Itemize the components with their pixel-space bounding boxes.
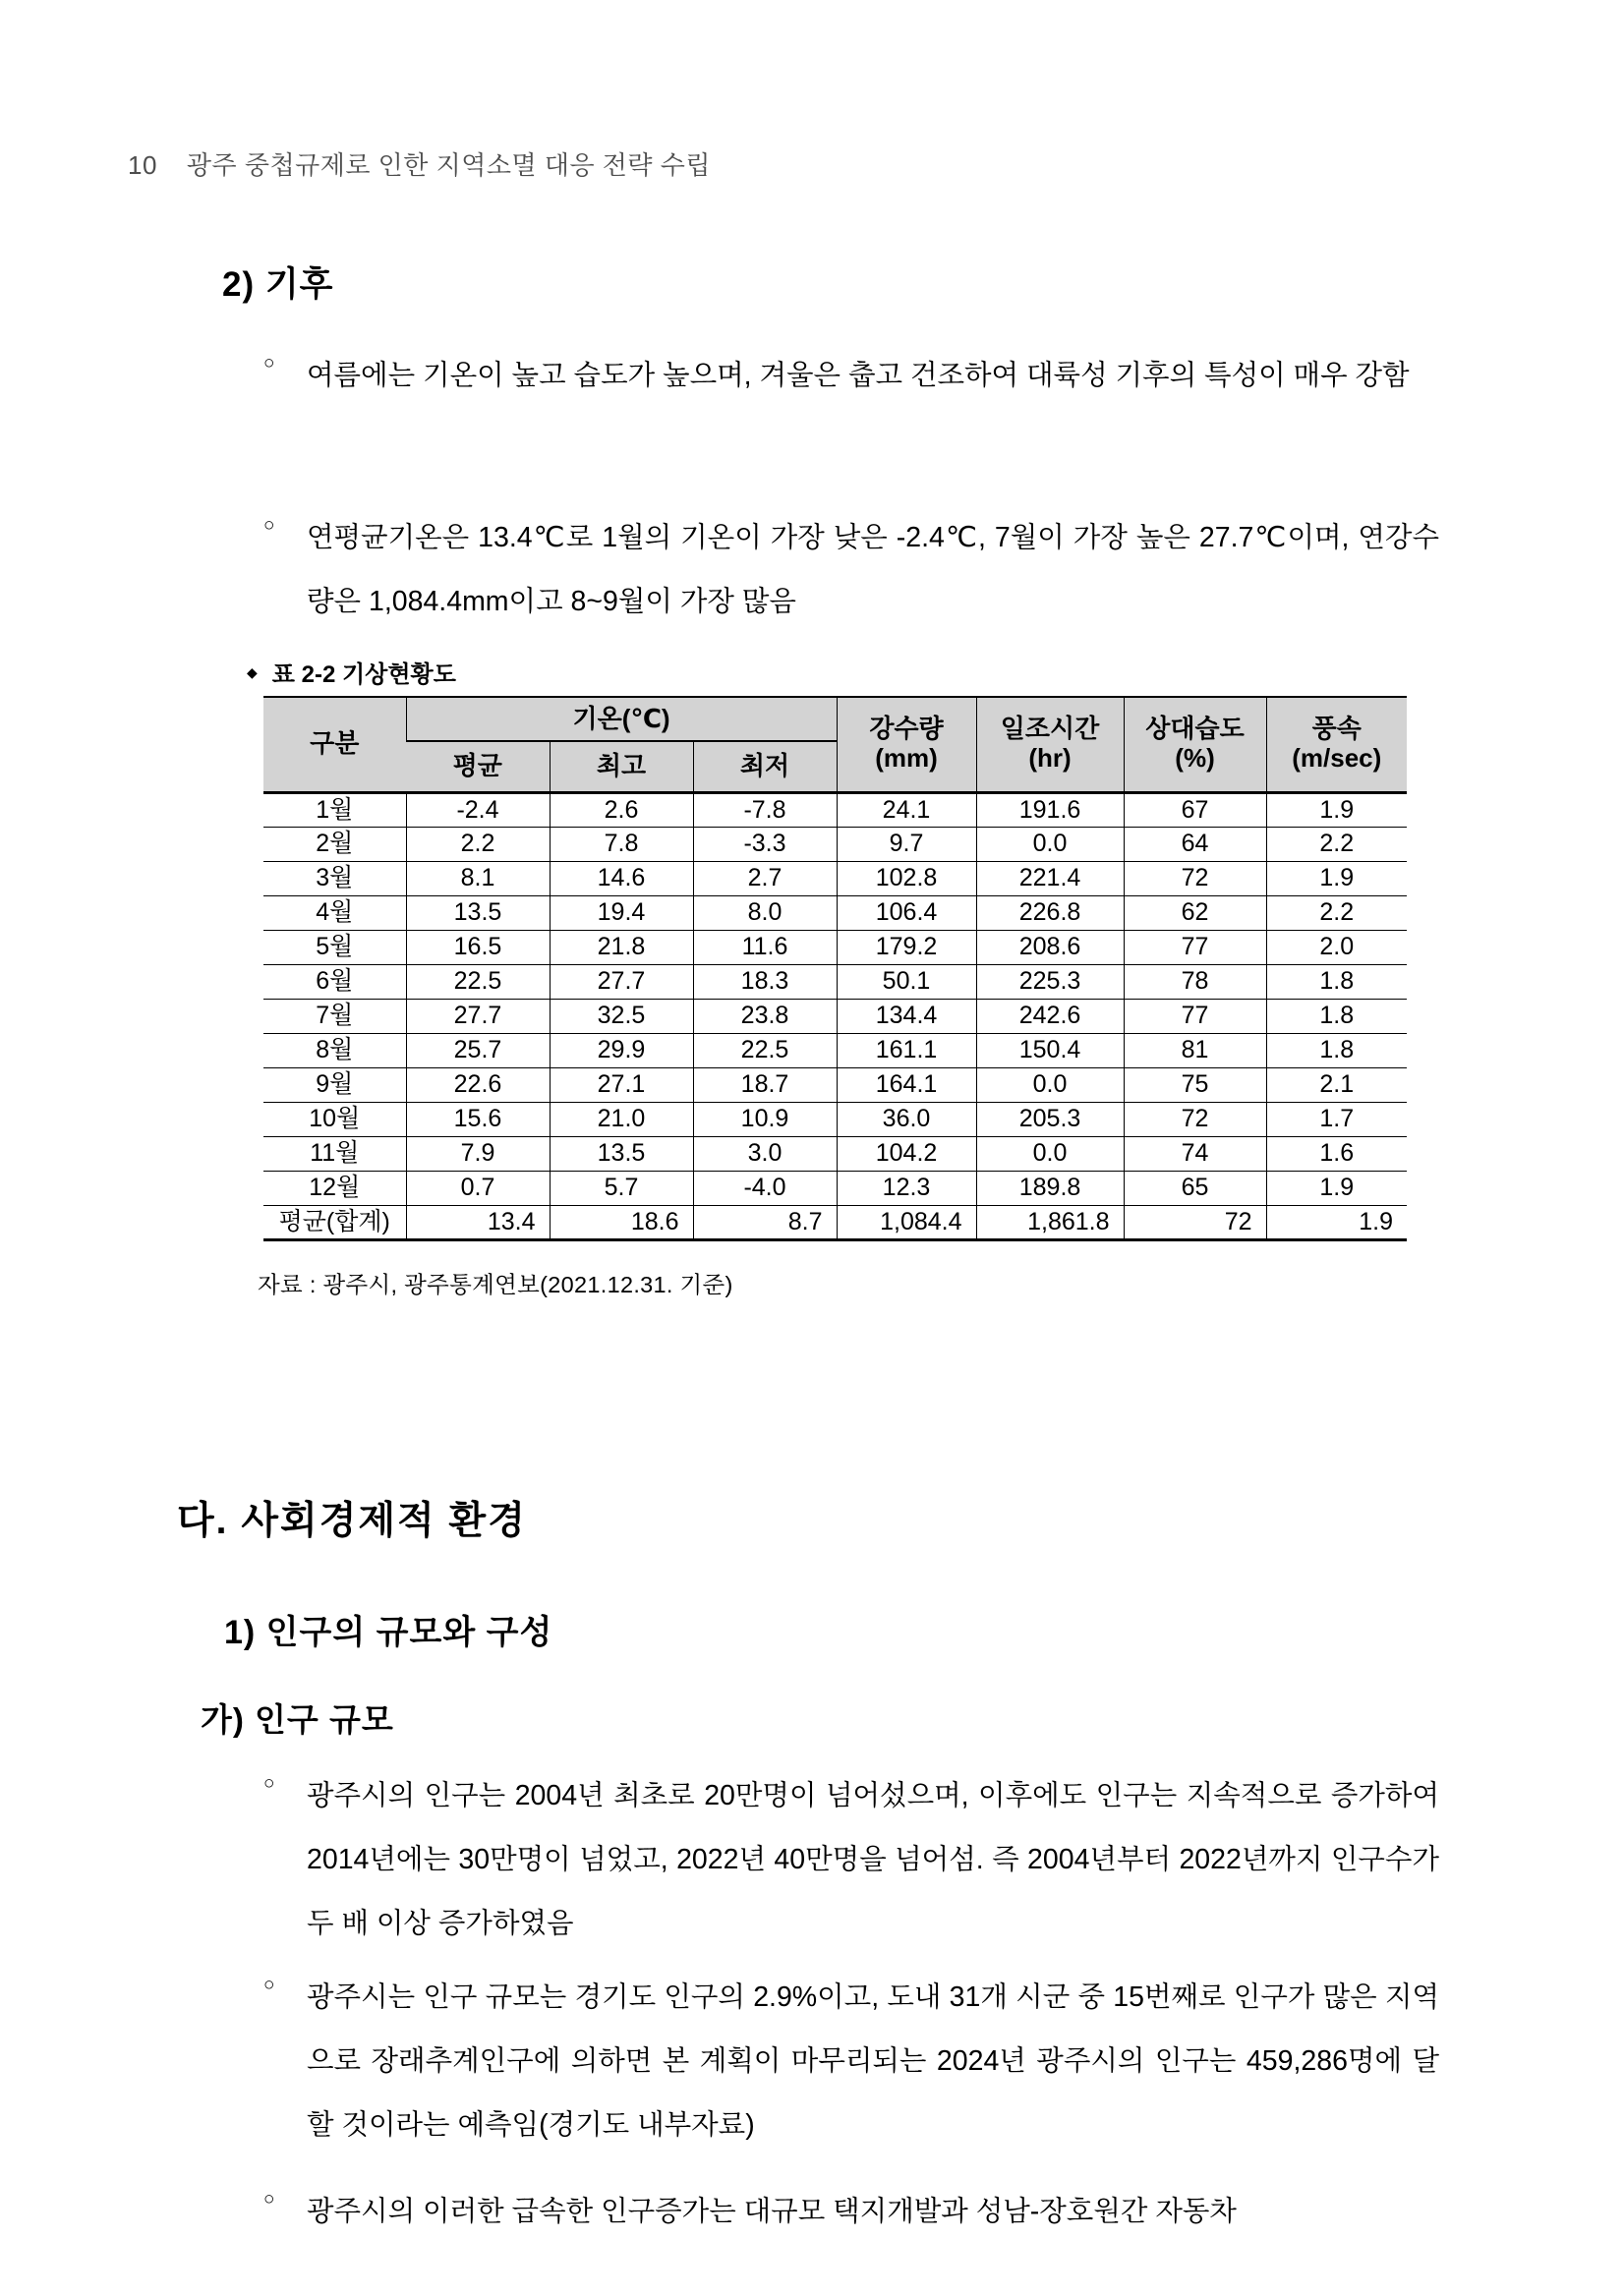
table-cell: 205.3 <box>976 1102 1124 1136</box>
header-line: 풍속 <box>1311 714 1362 744</box>
table-cell: 242.6 <box>976 999 1124 1033</box>
table-cell: 1,084.4 <box>837 1205 976 1239</box>
table-cell: 27.7 <box>550 964 693 999</box>
weather-table-header <box>263 697 1407 792</box>
table-cell: 29.9 <box>550 1033 693 1067</box>
table-cell: 15.6 <box>406 1102 550 1136</box>
table-cell: 2.7 <box>693 861 837 895</box>
table-cell: 13.5 <box>406 895 550 930</box>
table-cell: 72 <box>1124 1102 1266 1136</box>
table-row <box>263 895 1407 930</box>
table-row <box>263 930 1407 964</box>
table-cell: 2.2 <box>406 827 550 861</box>
table-source-note: 자료 : 광주시, 광주통계연보(2021.12.31. 기준) <box>258 1272 733 1297</box>
weather-table-body <box>263 792 1407 1239</box>
table-cell: 2.0 <box>1266 930 1407 964</box>
table-row <box>263 964 1407 999</box>
row-label: 4월 <box>263 895 406 930</box>
table-cell: 72 <box>1124 861 1266 895</box>
table-cell: 21.8 <box>550 930 693 964</box>
table-cell: 22.5 <box>693 1033 837 1067</box>
table-cell: 23.8 <box>693 999 837 1033</box>
col-header-temp-max: 최고 <box>550 741 693 792</box>
row-label: 9월 <box>263 1067 406 1102</box>
section-heading-socioeconomic: 다. 사회경제적 환경 <box>177 1500 527 1542</box>
circle-bullet-icon: ○ <box>263 353 275 373</box>
table-row <box>263 861 1407 895</box>
table-row <box>263 1067 1407 1102</box>
table-cell: 62 <box>1124 895 1266 930</box>
paragraph-text: 광주시는 인구 규모는 경기도 인구의 2.9%이고, 도내 31개 시군 중 15번째로 인구가 많은 지역으로 장래추계인구에 의하면 본 계획이 마무리되는 2024년 광주시의 인구는 459,286명에 달할 것이라는 예측임(경기도 내부자료) <box>307 1981 1439 2141</box>
col-header-category: 구분 <box>263 697 406 792</box>
running-head <box>128 145 711 182</box>
header-line: 강수량 <box>869 714 944 744</box>
paragraph-climate-1 <box>263 344 1439 408</box>
table-cell: 16.5 <box>406 930 550 964</box>
table-cell: 8.0 <box>693 895 837 930</box>
table-cell: 0.0 <box>976 1136 1124 1171</box>
table-cell: 27.7 <box>406 999 550 1033</box>
row-label: 2월 <box>263 827 406 861</box>
table-cell: 9.7 <box>837 827 976 861</box>
table-cell: 7.8 <box>550 827 693 861</box>
table-cell: 150.4 <box>976 1033 1124 1067</box>
table-cell: 225.3 <box>976 964 1124 999</box>
table-cell: 13.4 <box>406 1205 550 1239</box>
table-cell: 75 <box>1124 1067 1266 1102</box>
table-cell: 18.7 <box>693 1067 837 1102</box>
table-row <box>263 1033 1407 1067</box>
table-cell: 65 <box>1124 1171 1266 1205</box>
table-cell: 18.3 <box>693 964 837 999</box>
table-cell: 189.8 <box>976 1171 1124 1205</box>
table-cell: 1.8 <box>1266 1033 1407 1067</box>
table-caption <box>247 655 456 689</box>
table-cell: 67 <box>1124 792 1266 827</box>
table-cell: 77 <box>1124 999 1266 1033</box>
paragraph-population-3 <box>263 2180 1439 2244</box>
row-label: 11월 <box>263 1136 406 1171</box>
header-line: 상대습도 <box>1145 714 1245 744</box>
table-cell: 104.2 <box>837 1136 976 1171</box>
subsection-heading-population: 1) 인구의 규모와 구성 <box>224 1614 553 1651</box>
table-cell: 32.5 <box>550 999 693 1033</box>
section-heading-climate: 2) 기후 <box>222 265 334 304</box>
circle-bullet-icon: ○ <box>263 1975 275 1995</box>
table-cell: 5.7 <box>550 1171 693 1205</box>
col-header-temp-avg: 평균 <box>406 741 550 792</box>
row-label: 5월 <box>263 930 406 964</box>
row-label: 12월 <box>263 1171 406 1205</box>
table-cell: 102.8 <box>837 861 976 895</box>
table-cell: 226.8 <box>976 895 1124 930</box>
table-cell: 22.6 <box>406 1067 550 1102</box>
paragraph-population-1 <box>263 1764 1439 1956</box>
paragraph-text: 광주시의 인구는 2004년 최초로 20만명이 넘어섰으며, 이후에도 인구는 지속적으로 증가하여 2014년에는 30만명이 넘었고, 2022년 40만명을 넘어섬. 즉 2004년부터 2022년까지 인구수가 두 배 이상 증가하였음 <box>307 1780 1439 1939</box>
table-cell: -4.0 <box>693 1171 837 1205</box>
table-cell: 18.6 <box>550 1205 693 1239</box>
table-cell: 2.6 <box>550 792 693 827</box>
table-cell: 50.1 <box>837 964 976 999</box>
paragraph-text: 광주시의 이러한 급속한 인구증가는 대규모 택지개발과 성남-장호원간 자동차 <box>307 2196 1237 2227</box>
table-row <box>263 1136 1407 1171</box>
table-cell: 1.9 <box>1266 1171 1407 1205</box>
header-line: (hr) <box>1028 743 1072 774</box>
table-cell: 27.1 <box>550 1067 693 1102</box>
table-cell: 36.0 <box>837 1102 976 1136</box>
table-cell: 10.9 <box>693 1102 837 1136</box>
table-cell: 221.4 <box>976 861 1124 895</box>
row-label: 10월 <box>263 1102 406 1136</box>
table-cell: 134.4 <box>837 999 976 1033</box>
paragraph-text: 여름에는 기온이 높고 습도가 높으며, 겨울은 춥고 건조하여 대륙성 기후의 특성이 매우 강함 <box>307 360 1410 391</box>
col-header-sunshine <box>976 697 1124 792</box>
col-header-temp-min: 최저 <box>693 741 837 792</box>
table-cell: 3.0 <box>693 1136 837 1171</box>
table-row <box>263 1102 1407 1136</box>
table-cell: 19.4 <box>550 895 693 930</box>
table-cell: 72 <box>1124 1205 1266 1239</box>
table-cell: 81 <box>1124 1033 1266 1067</box>
table-cell: 11.6 <box>693 930 837 964</box>
table-cell: 77 <box>1124 930 1266 964</box>
table-cell: 1.7 <box>1266 1102 1407 1136</box>
header-line: 일조시간 <box>1000 714 1100 744</box>
table-cell: 22.5 <box>406 964 550 999</box>
paragraph-population-2 <box>263 1966 1439 2157</box>
row-label: 6월 <box>263 964 406 999</box>
row-label: 8월 <box>263 1033 406 1067</box>
table-cell: 14.6 <box>550 861 693 895</box>
weather-table <box>263 696 1407 1241</box>
paragraph-climate-2 <box>263 506 1439 634</box>
col-header-wind <box>1266 697 1407 792</box>
table-cell: 25.7 <box>406 1033 550 1067</box>
page-number: 10 <box>128 150 157 180</box>
table-cell: 1.9 <box>1266 792 1407 827</box>
table-cell: 164.1 <box>837 1067 976 1102</box>
table-cell: 74 <box>1124 1136 1266 1171</box>
table-cell: 1.9 <box>1266 1205 1407 1239</box>
col-header-temperature-group: 기온(℃) <box>406 697 837 741</box>
table-cell: 78 <box>1124 964 1266 999</box>
table-cell: 208.6 <box>976 930 1124 964</box>
table-cell: 8.1 <box>406 861 550 895</box>
header-line: (m/sec) <box>1292 743 1382 774</box>
paragraph-text: 연평균기온은 13.4℃로 1월의 기온이 가장 낮은 -2.4℃, 7월이 가장 높은 27.7℃이며, 연강수량은 1,084.4mm이고 8~9월이 가장 많음 <box>307 522 1439 617</box>
table-cell: 7.9 <box>406 1136 550 1171</box>
table-header-row <box>263 697 1407 741</box>
table-row <box>263 827 1407 861</box>
table-cell: 13.5 <box>550 1136 693 1171</box>
table-cell: 179.2 <box>837 930 976 964</box>
table-cell: 0.7 <box>406 1171 550 1205</box>
table-cell: 1.8 <box>1266 999 1407 1033</box>
table-cell: 2.1 <box>1266 1067 1407 1102</box>
table-cell: 1,861.8 <box>976 1205 1124 1239</box>
table-cell: 8.7 <box>693 1205 837 1239</box>
table-cell: 161.1 <box>837 1033 976 1067</box>
table-cell: 191.6 <box>976 792 1124 827</box>
table-cell: 1.6 <box>1266 1136 1407 1171</box>
table-cell: 1.8 <box>1266 964 1407 999</box>
table-cell: 12.3 <box>837 1171 976 1205</box>
table-row <box>263 999 1407 1033</box>
circle-bullet-icon: ○ <box>263 1773 275 1794</box>
header-line: (%) <box>1175 743 1215 774</box>
table-cell: -2.4 <box>406 792 550 827</box>
row-label: 7월 <box>263 999 406 1033</box>
table-row <box>263 792 1407 827</box>
table-cell: 24.1 <box>837 792 976 827</box>
col-header-precipitation <box>837 697 976 792</box>
table-cell: 2.2 <box>1266 895 1407 930</box>
table-summary-row <box>263 1205 1407 1239</box>
table-cell: 21.0 <box>550 1102 693 1136</box>
table-row <box>263 1171 1407 1205</box>
row-label: 3월 <box>263 861 406 895</box>
col-header-humidity <box>1124 697 1266 792</box>
table-cell: 0.0 <box>976 1067 1124 1102</box>
row-label: 1월 <box>316 795 354 824</box>
circle-bullet-icon: ○ <box>263 2189 275 2210</box>
table-cell: -7.8 <box>693 792 837 827</box>
subsubsection-heading-population-size: 가) 인구 규모 <box>201 1701 394 1738</box>
table-cell: 0.0 <box>976 827 1124 861</box>
doc-title: 광주 중첩규제로 인한 지역소멸 대응 전략 수립 <box>186 150 711 180</box>
header-line: (mm) <box>875 743 938 774</box>
table-caption-label: 표 2-2 기상현황도 <box>271 661 456 688</box>
table-cell: 64 <box>1124 827 1266 861</box>
circle-bullet-icon: ○ <box>263 515 275 536</box>
table-cell: 2.2 <box>1266 827 1407 861</box>
table-cell: -3.3 <box>693 827 837 861</box>
table-cell: 1.9 <box>1266 861 1407 895</box>
diamond-bullet-icon: ◆ <box>247 663 258 680</box>
table-cell: 106.4 <box>837 895 976 930</box>
row-label: 평균(합계) <box>263 1205 406 1239</box>
